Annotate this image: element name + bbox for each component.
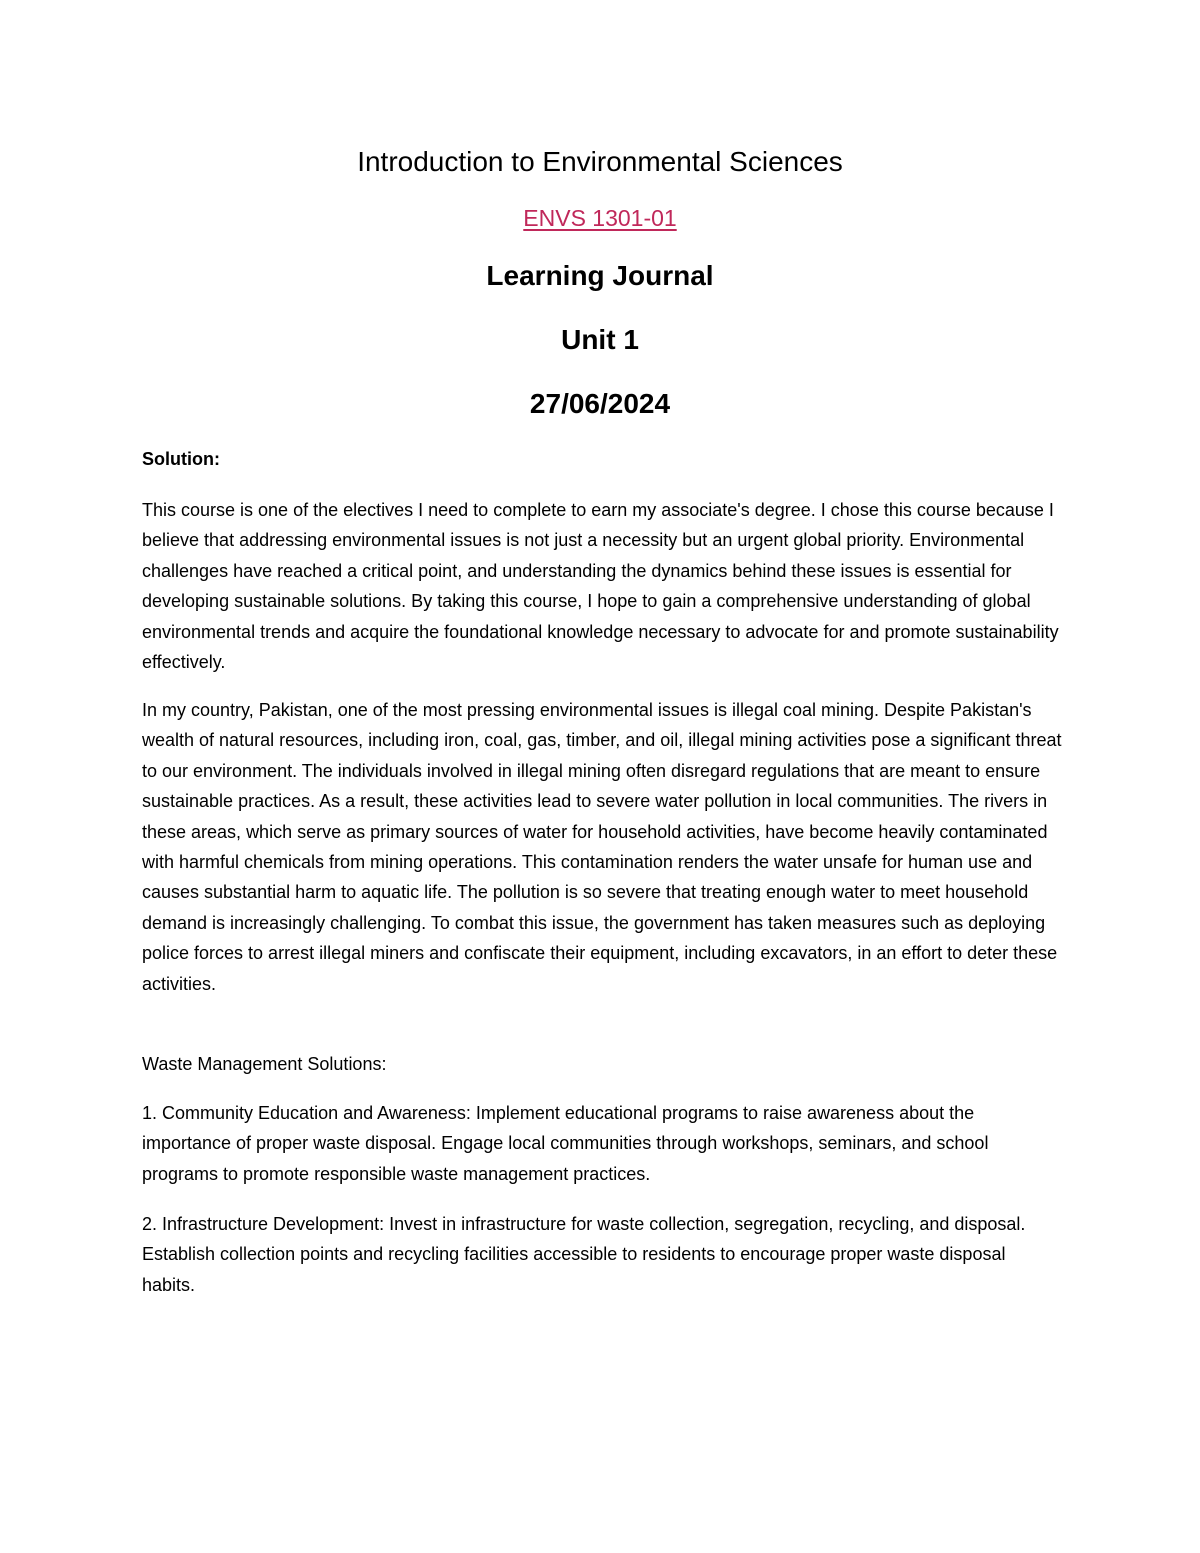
list-item-infrastructure: 2. Infrastructure Development: Invest in infrastructure for waste collection, segregation, recycling, and disposal. Establish collection points and recycling facilities accessible to residents to encourage proper waste disposal habits.	[142, 1214, 1026, 1295]
waste-management-heading: Waste Management Solutions:	[142, 1054, 387, 1074]
journal-title: Learning Journal	[486, 260, 714, 291]
document-title: Introduction to Environmental Sciences	[357, 146, 843, 177]
unit-label: Unit 1	[561, 324, 639, 355]
date-label: 27/06/2024	[529, 388, 671, 419]
course-code-link[interactable]: ENVS 1301-01	[523, 205, 677, 231]
solution-heading: Solution:	[142, 449, 220, 469]
paragraph-course-motivation: This course is one of the electives I need to complete to earn my associate's degree. I chose this course because I believe that addressing environmental issues is not just a necessity but an urgent global priority. Environmental challenges have reached a critical point, and understanding the dynamics behind these issues is essential for developing sustainable solutions. By taking this course, I hope to gain a comprehensive understanding of global environmental trends and acquire the foundational knowledge necessary to advocate for and promote sustainability effectively.	[142, 500, 1059, 673]
paragraph-illegal-mining: In my country, Pakistan, one of the most pressing environmental issues is illegal coal mining. Despite Pakistan's wealth of natural resources, including iron, coal, gas, timber, and oil, illegal mining activities pose a significant threat to our environment. The individuals involved in illegal mining often disregard regulations that are meant to ensure sustainable practices. As a result, these activities lead to severe water pollution in local communities. The rivers in these areas, which serve as primary sources of water for household activities, have become heavily contaminated with harmful chemicals from mining operations. This contamination renders the water unsafe for human use and causes substantial harm to aquatic life. The pollution is so severe that treating enough water to meet household demand is increasingly challenging. To combat this issue, the government has taken measures such as deploying police forces to arrest illegal miners and confiscate their equipment, including excavators, in an effort to deter these activities.	[142, 700, 1062, 994]
list-item-community-education: 1. Community Education and Awareness: Implement educational programs to raise awareness about the importance of proper waste disposal. Engage local communities through workshops, seminars, and school programs to promote responsible waste management practices.	[142, 1103, 989, 1184]
